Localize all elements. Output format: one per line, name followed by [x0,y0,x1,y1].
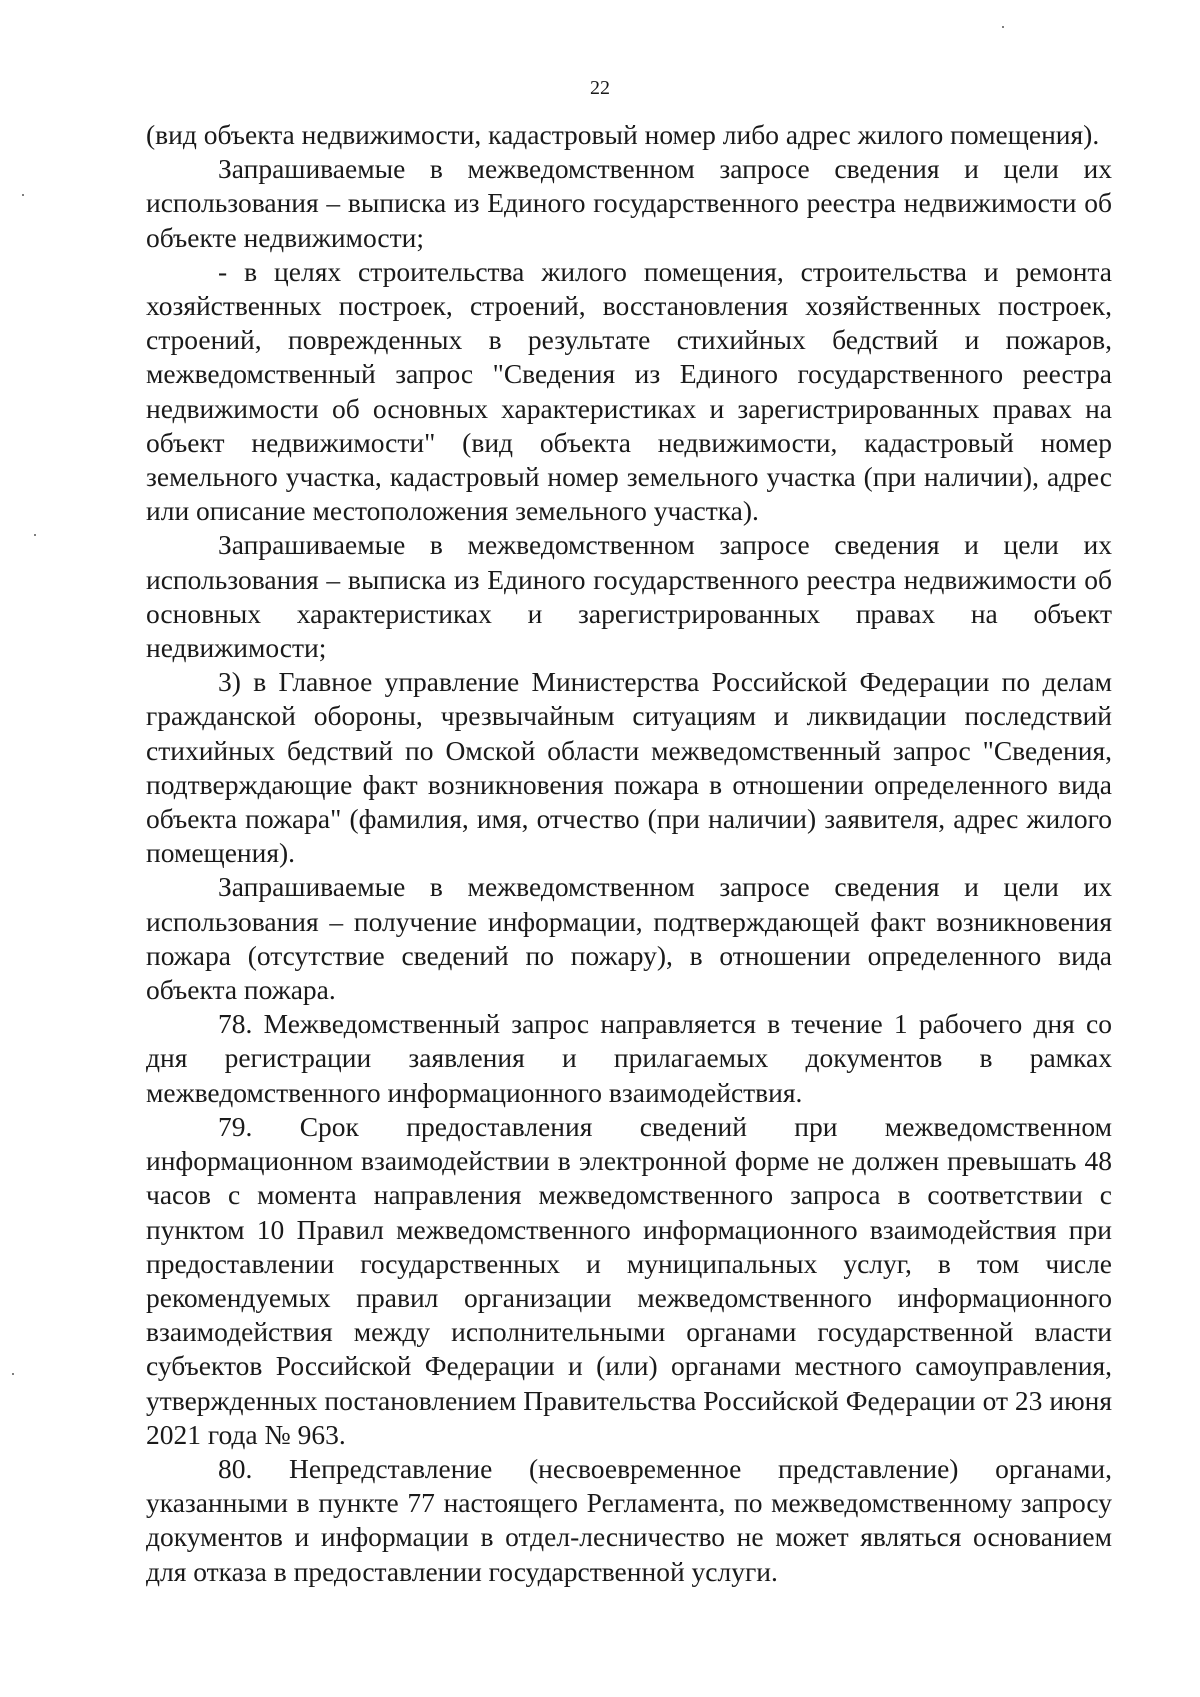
paragraph-construction-purposes: - в целях строительства жилого помещения, строительства и ремонта хозяйственных построек, строений, восстановления хозяйственных построек, строений, поврежденных в результате стихийных бедствий и пожаров, межведомственный запрос "Сведения из Единого государственного реестра недвижимости об основных характеристиках и зарегистрированных правах на объект недвижимости" (вид объекта недвижимости, кадастровый номер земельного участка, кадастровый номер земельного участка (при наличии), адрес или описание местоположения земельного участка). [146,255,1112,527]
scan-speck [22,194,24,196]
paragraph-mchs-request: 3) в Главное управление Министерства Российской Федерации по делам гражданской обороны, чрезвычайным ситуациям и ликвидации последствий стихийных бедствий по Омской области межведомственный запрос "Сведения, подтверждающие факт возникновения пожара в отношении определенного вида объекта пожара" (фамилия, имя, отчество (при наличии) заявителя, адрес жилого помещения). [146,666,1112,869]
scan-speck [12,1373,14,1375]
page-number: 22 [590,77,610,99]
paragraph-continuation: (вид объекта недвижимости, кадастровый номер либо адрес жилого помещения). [146,119,1100,150]
paragraph-requested-info-fire: Запрашиваемые в межведомственном запросе сведения и цели их использования – получение информации, подтверждающей факт возникновения пожара (отсутствие сведений по пожару), в отношении определенного вида объекта пожара. [146,871,1112,1006]
paragraph-requested-info-characteristics: Запрашиваемые в межведомственном запросе сведения и цели их использования – выписка из Единого государственного реестра недвижимости об основных характеристиках и зарегистрированных правах на объект недвижимости; [146,529,1112,664]
document-body [146,118,1112,1589]
scan-speck [34,534,36,536]
paragraph-item-78: 78. Межведомственный запрос направляется в течение 1 рабочего дня со дня регистрации заявления и прилагаемых документов в рамках межведомственного информационного взаимодействия. [146,1008,1112,1108]
paragraph-item-80: 80. Непредставление (несвоевременное представление) органами, указанными в пункте 77 настоящего Регламента, по межведомственному запросу документов и информации в отдел-лесничество не может являться основанием для отказа в предоставлении государственной услуги. [146,1452,1112,1587]
paragraph-requested-info-egrn: Запрашиваемые в межведомственном запросе сведения и цели их использования – выписка из Единого государственного реестра недвижимости об объекте недвижимости; [146,153,1112,253]
paragraph-item-79: 79. Срок предоставления сведений при межведомственном информационном взаимодействии в электронной форме не должен превышать 48 часов с момента направления межведомственного запроса в соответствии с пунктом 10 Правил межведомственного информационного взаимодействия при предоставлении государственных и муниципальных услуг, в том числе рекомендуемых правил организации межведомственного информационного взаимодействия между исполнительными органами государственной власти субъектов Российской Федерации и (или) органами местного самоуправления, утвержденных постановлением Правительства Российской Федерации от 23 июня 2021 года № 963. [146,1110,1112,1450]
scan-speck [1002,26,1004,28]
